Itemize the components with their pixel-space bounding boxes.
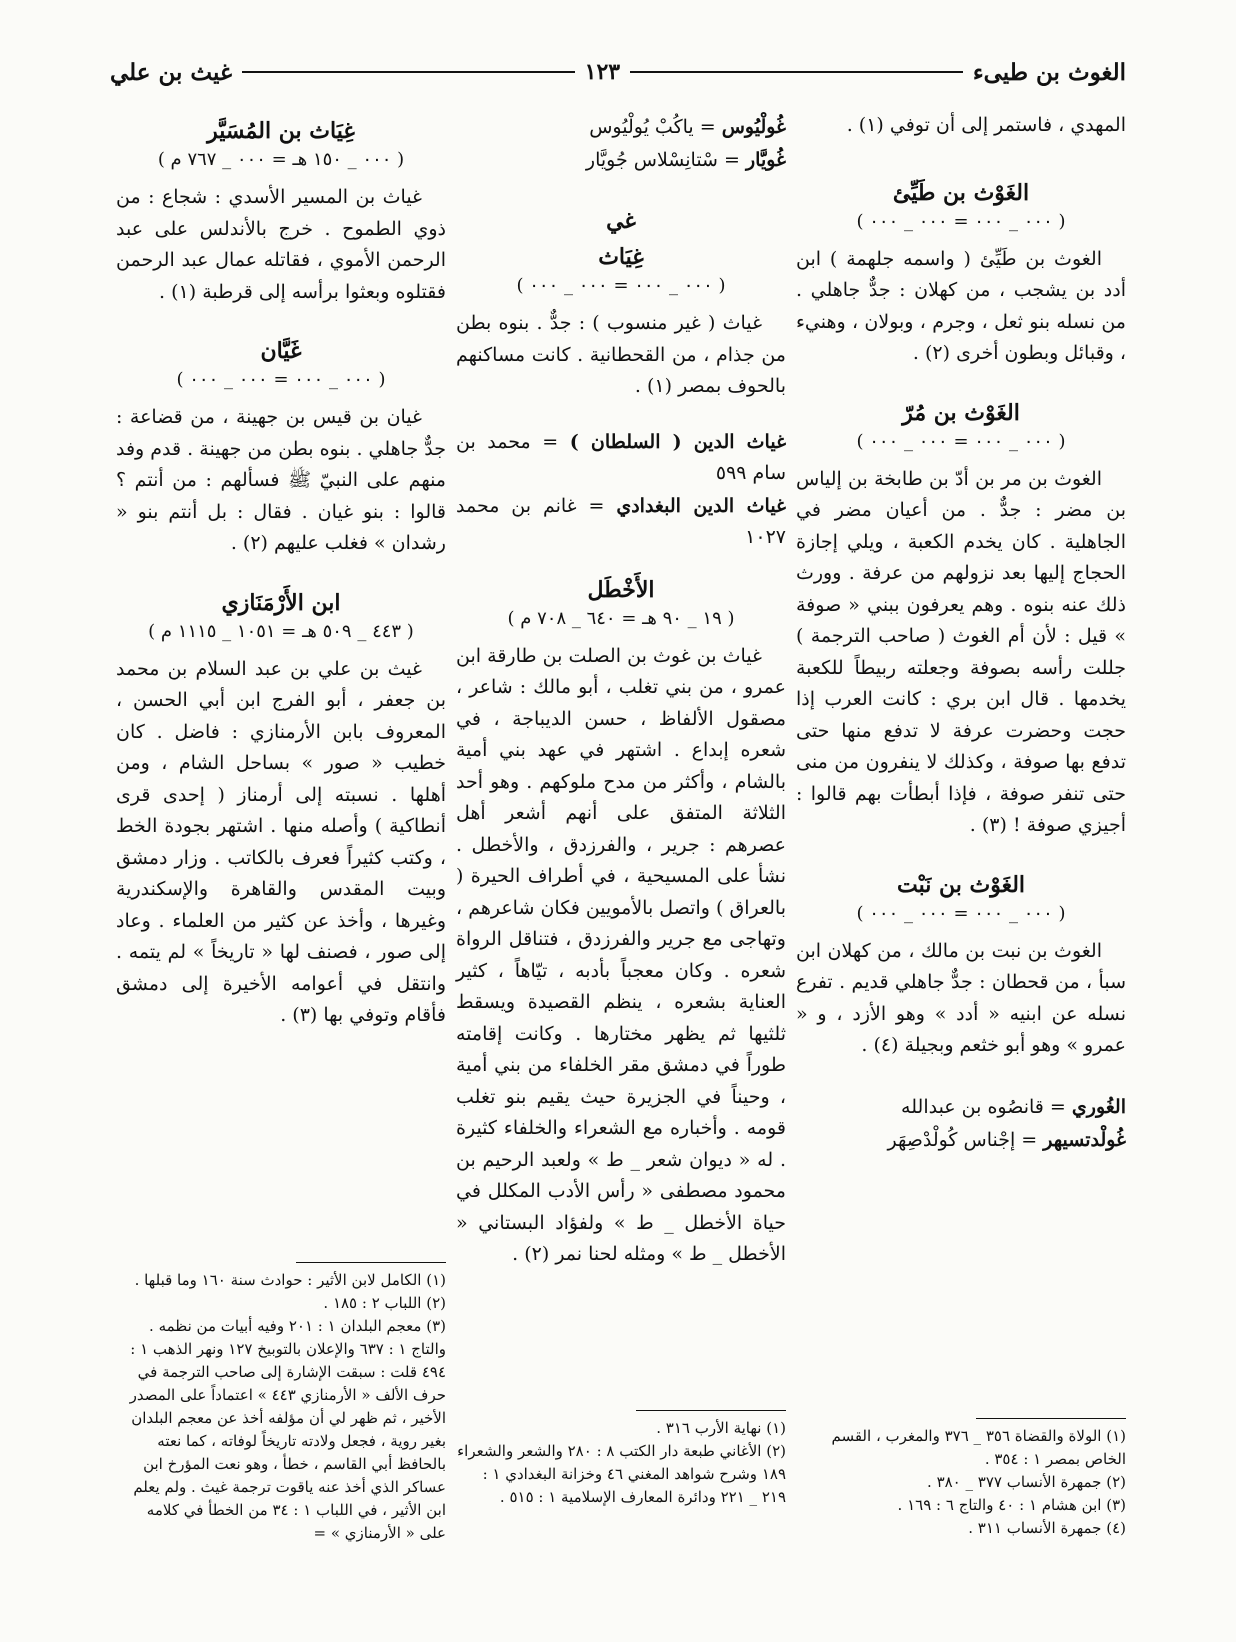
xref-target: = سْتانِسْلاس جُويَّار [585, 149, 740, 171]
cross-reference [796, 1092, 1126, 1123]
cross-references [796, 1092, 1126, 1156]
xref-target: = غانم بن محمد ١٠٢٧ [456, 494, 786, 548]
footnote-rule [976, 1418, 1126, 1419]
cross-reference [796, 1125, 1126, 1156]
entry [796, 178, 1126, 370]
footnote: (٤) جمهرة الأنساب ٣١١ . [968, 1519, 1126, 1537]
entry-title: ابن الأَرْمَنَازي [221, 589, 341, 616]
xref-term: غياث الدين البغدادي [616, 494, 786, 517]
footnote: (٢) اللباب ٢ : ١٨٥ . [323, 1294, 446, 1312]
entry [796, 870, 1126, 1062]
right-column [796, 110, 1126, 1158]
xref-term: غُولْيُوس [721, 116, 786, 138]
entry-dates: ( ٤٤٣ _ ٥٠٩ هـ = ١٠٥١ _ ١١١٥ م ) [148, 620, 414, 642]
entry-body: الغوث بن طَيِّئ ( واسمه جلهمة ) ابن أدد بن يشجب ، من كهلان : جدٌّ جاهلي . من نسله بنو ثعل ، وجرم ، وبولان ، وهنيء ، وقبائل وبطون أخرى (٢) . [796, 247, 1126, 364]
header-left-title: غيث بن علي [109, 58, 232, 86]
middle-column [456, 110, 786, 1291]
xref-target: = قانصُوه بن عبدالله [901, 1095, 1066, 1118]
footnotes-middle [456, 1410, 786, 1509]
cross-reference [456, 112, 786, 143]
entry-body: غيان بن قيس بن جهينة ، من قضاعة : جدٌّ جاهلي . بنوه بطن من جهينة . قدم وفد منهم على النبيّ ﷺ فسألهم : من أنتم ؟ قالوا : بنو غيان . فقال : بل أنتم بنو « رشدان » فغلب عليهم (٢) . [116, 406, 446, 554]
entry-title: الأَخْطَل [587, 576, 655, 603]
footnote: (٢) الأغاني طبعة دار الكتب ٨ : ٢٨٠ والشعر والشعراء ١٨٩ وشرح شواهد المغني ٤٦ وخزانة البغدادي ١ : ٢١٩ _ ٢٢١ ودائرة المعارف الإسلامية ١ : ٥١٥ . [457, 1442, 786, 1506]
footnote: (٣) ابن هشام ١ : ٤٠ والتاج ٦ : ١٦٩ . [897, 1496, 1126, 1514]
running-header [110, 52, 1126, 92]
xref-target: = محمد بن سام ٥٩٩ [456, 430, 786, 484]
entry-title: الغَوْث بن مُرّ [902, 399, 1020, 426]
entry-title: الغَوْث بن طَيِّئ [892, 179, 1030, 206]
footnote: (١) الولاة والقضاة ٣٥٦ _ ٣٧٦ والمغرب ، القسم الخاص بمصر ١ : ٣٥٤ . [831, 1427, 1126, 1468]
entry-dates: ( ٠٠٠ _ ٠٠٠ = ٠٠٠ _ ٠٠٠ ) [856, 430, 1066, 452]
xref-term: غُويَّار [745, 149, 786, 171]
entry [796, 398, 1126, 842]
xref-target: = إجْناس كُولْدْصِهَر [887, 1128, 1038, 1151]
cross-reference [456, 145, 786, 176]
entry-dates: ( ٠٠٠ _ ٠٠٠ = ٠٠٠ _ ٠٠٠ ) [856, 902, 1066, 924]
entry-dates: ( ٠٠٠ _ ٠٠٠ = ٠٠٠ _ ٠٠٠ ) [856, 210, 1066, 232]
entry-dates: ( ٠٠٠ _ ٠٠٠ = ٠٠٠ _ ٠٠٠ ) [176, 369, 386, 390]
cross-reference [456, 427, 786, 489]
xref-term: الغُوري [1071, 1095, 1126, 1118]
cross-reference [456, 491, 786, 553]
entry [116, 588, 446, 1032]
header-right-title: الغوث بن طيىء [972, 58, 1126, 86]
footnotes-right [796, 1418, 1126, 1540]
header-rule [630, 71, 963, 73]
footnote-rule [296, 1262, 446, 1263]
entry-dates: ( ٠٠٠ _ ٠٠٠ = ٠٠٠ _ ٠٠٠ ) [516, 275, 726, 296]
entry-body: غياث بن المسير الأسدي : شجاع : من ذوي الطموح . خرج بالأندلس على عبد الرحمن الأموي ، فقاتله عمال عبد الرحمن فقتلوه وبعثوا برأسه إلى قرطبة (١) . [116, 186, 446, 303]
footnote: (٣) معجم البلدان ١ : ٢٠١ وفيه أبيات من نظمه . والتاج ١ : ٦٣٧ والإعلان بالتوبيخ ١٢٧ ونهر الذهب ١ : ٤٩٤ قلت : سبقت الإشارة إلى صاحب الترجمة في حرف الألف « الأرمنازي ٤٤٣ » اعتماداً على المصدر الأخير ، ثم ظهر لي أن مؤلفه أخذ عن معجم البلدان بغير روية ، فجعل ولادته تاريخاً لوفاته ، كما نعته بالحافظ أبي القاسم ، خطأ ، وهو نعت المؤرخ ابن عساكر الذي أخذ عنه ياقوت ترجمة غيث . ولم يعلم ابن الأثير ، في اللباب ١ : ٣٤ من الخطأ في كلامه على « الأرمنازي » = [129, 1317, 446, 1542]
footnote-rule [636, 1410, 786, 1411]
left-column [116, 110, 446, 1052]
entry-title: غِيَاث [598, 244, 644, 270]
header-rule [242, 71, 575, 73]
footnotes-left [116, 1262, 446, 1545]
xref-term: غياث الدين ( السلطان ) [569, 430, 787, 453]
entry-title: الغَوْث بن نَبْت [896, 871, 1026, 898]
entry [456, 575, 786, 1271]
entry-body: غيث بن علي بن عبد السلام بن محمد بن جعفر ، أبو الفرج ابن أبي الحسن ، المعروف بابن الأرمنازي : فاضل . كان خطيب « صور » بساحل الشام ، ومن أهلها . نسبته إلى أرمناز ( إحدى قرى أنطاكية ) وأصله منها . اشتهر بجودة الخط ، وكتب كثيراً فعرف بالكاتب . وزار دمشق وبيت المقدس والقاهرة والإسكندرية وغيرها ، وأخذ عن كثير من العلماء . وعاد إلى صور ، فصنف لها « تاريخاً » لم يتمه . وانتقل في أعوامه الأخيرة إلى دمشق فأقام وتوفي بها (٣) . [116, 657, 446, 1026]
entry-body: الغوث بن مر بن أدّ بن طابخة بن إلياس بن مضر : جدٌّ . من أعيان مضر في الجاهلية . كان يخدم الكعبة ، ويلي إجازة الحجاج إليها بعد نزولهم من عرفة . وورث ذلك عنه بنوه . وهم يعرفون ببني « صوفة » قيل : لأن أم الغوث ( صاحب الترجمة ) جللت رأسه بصوفة وجعلته ربيطاً للكعبة يخدمها . قال ابن بري : كانت العرب إذا حجت وحضرت عرفة لا تدفع منها حتى تدفع بها صوفة ، وكذلك لا ينفرون من منى حتى تنفر صوفة ، فإذا أبطأت بهم قالوا : أجيزي صوفة ! (٣) . [796, 467, 1126, 836]
footnote: (٢) جمهرة الأنساب ٣٧٧ _ ٣٨٠ . [927, 1473, 1126, 1491]
footnote: (١) الكامل لابن الأثير : حوادث سنة ١٦٠ وما قبلها . [134, 1271, 446, 1289]
xref-term: غُولْدتسيهر [1043, 1128, 1126, 1151]
entry-body: الغوث بن نبت بن مالك ، من كهلان ابن سبأ ، من قحطان : جدٌّ جاهلي قديم . تفرع نسله عن ابنيه « أدد » وهو الأزد ، و « عمرو » وهو أبو خثعم وبجيلة (٤) . [796, 939, 1126, 1056]
entry-body: غياث ( غير منسوب ) : جدٌّ . بنوه بطن من جذام ، من القحطانية . كانت مساكنهم بالحوف بمصر (١) . [456, 312, 786, 397]
entry-dates: ( ٠٠٠ _ ١٥٠ هـ = ٠٠٠ _ ٧٦٧ م ) [157, 149, 405, 170]
xref-target: = ياكُبْ يُولْيُوس [589, 116, 716, 138]
entry [456, 242, 786, 403]
cross-references [456, 427, 786, 553]
entry-body: غياث بن غوث بن الصلت بن طارقة ابن عمرو ، من بني تغلب ، أبو مالك : شاعر ، مصقول الألفاظ ، حسن الديباجة ، في شعره إبداع . اشتهر في عهد بني أمية بالشام ، وأكثر من مدح ملوكهم . وهو أحد الثلاثة المتفق على أنهم أشعر أهل عصرهم : جرير ، والفرزدق ، والأخطل . نشأ على المسيحية ، في أطراف الحيرة ( بالعراق ) واتصل بالأمويين فكان شاعرهم ، وتهاجى مع جرير والفرزدق ، فتناقل الرواة شعره . وكان معجباً بأدبه ، تيّاهاً ، كثير العناية بشعره ، ينظم القصيدة ويسقط ثلثيها ثم يظهر مختارها . وكانت إقامته طوراً في دمشق مقر الخلفاء من بني أمية ، وحيناً في الجزيرة حيث يقيم بنو تغلب قومه . وأخباره مع الشعراء والخلفاء كثيرة . له « ديوان شعر _ ط » ولعبد الرحيم بن محمود مصطفى « رأس الأدب المكلل في حياة الأخطل _ ط » ولفؤاد البستاني « الأخطل _ ط » ومثله لحنا نمر (٢) . [456, 644, 786, 1265]
page-number: ١٢٣ [584, 59, 621, 85]
entry [116, 116, 446, 308]
continuation-text: المهدي ، فاستمر إلى أن توفي (١) . [846, 114, 1126, 136]
entry-dates: ( ١٩ _ ٩٠ هـ = ٦٤٠ _ ٧٠٨ م ) [507, 607, 735, 629]
entry-title: غِيَاث بن المُسَيَّر [207, 118, 355, 144]
footnote: (١) نهاية الأرب ٣١٦ . [656, 1419, 786, 1437]
entry [116, 336, 446, 560]
section-letter: غي [606, 208, 636, 234]
entry-title: غَيَّان [260, 338, 302, 364]
